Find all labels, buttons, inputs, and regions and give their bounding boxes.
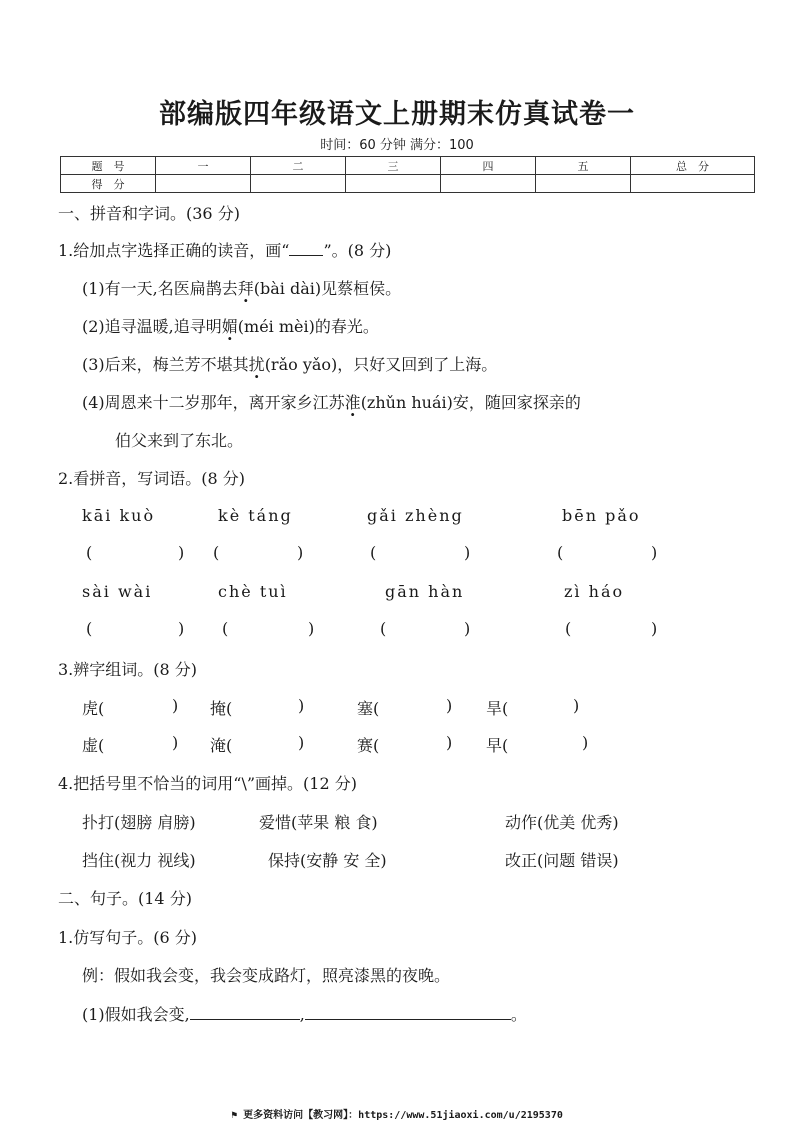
q3-prompt: 3.辨字组词。(8 分): [58, 660, 198, 679]
char-group: 掩(: [210, 699, 233, 718]
score-label-cell: 得 分: [61, 175, 156, 193]
score-entry-cell[interactable]: [631, 175, 755, 193]
underline-sample: [289, 241, 323, 256]
q1-item-text: (3)后来，梅兰芳不堪其: [82, 355, 249, 374]
word-choice[interactable]: 扑打(翅膀 肩膀): [82, 813, 196, 832]
s2-item-1: [82, 1002, 527, 1025]
answer-paren-open: (: [222, 619, 229, 638]
char-group-close: ): [582, 733, 589, 752]
s2-item-1-sep: ,: [299, 1005, 305, 1024]
s2-item-1-pre: (1)假如我会变,: [82, 1005, 190, 1024]
q1-item-options[interactable]: (zhǔn huái)安，随回家探亲的: [360, 393, 581, 412]
word-choice[interactable]: 挡住(视力 视线): [82, 851, 196, 870]
q1-item-text: (1)有一天,名医扁鹊去: [82, 279, 238, 298]
answer-paren-close: ): [178, 619, 185, 638]
answer-paren-open: (: [86, 543, 93, 562]
answer-paren-open: (: [86, 619, 93, 638]
score-header-cell: 一: [156, 157, 251, 175]
q1-item-4: [82, 390, 581, 413]
q1-item-text: (2)追寻温暖,追寻明: [82, 317, 222, 336]
score-header-cell: 二: [251, 157, 346, 175]
q1-item-2: [82, 314, 379, 337]
word-choice[interactable]: 动作(优美 优秀): [505, 813, 619, 832]
char-group: 旱(: [486, 699, 509, 718]
pinyin: kè táng: [218, 506, 293, 525]
answer-paren-close: ): [651, 543, 658, 562]
char-group-close: ): [298, 696, 305, 715]
char-group: 赛(: [357, 736, 380, 755]
section2-heading: 二、句子。(14 分): [58, 889, 192, 908]
char-group: 虎(: [82, 699, 105, 718]
s2-example: 例：假如我会变，我会变成路灯，照亮漆黑的夜晚。: [82, 966, 451, 985]
pinyin: bēn pǎo: [562, 506, 641, 525]
s2-item-1-end: 。: [510, 1005, 527, 1024]
score-entry-cell[interactable]: [346, 175, 441, 193]
q4-prompt: 4.把括号里不恰当的词用“\”画掉。(12 分): [58, 774, 357, 793]
char-group-close: ): [298, 733, 305, 752]
answer-paren-open: (: [213, 543, 220, 562]
answer-paren-close: ): [297, 543, 304, 562]
score-entry-cell[interactable]: [156, 175, 251, 193]
char-group-close: ): [172, 696, 179, 715]
footer-link[interactable]: 更多资料访问【教习网】：https://www.51jiaoxi.com/u/2195370: [243, 1110, 563, 1121]
page-title: 部编版四年级语文上册期末仿真试卷一: [159, 99, 635, 130]
q2-prompt: 2.看拼音，写词语。(8 分): [58, 469, 246, 488]
char-group: 塞(: [357, 699, 380, 718]
char-group-close: ): [172, 733, 179, 752]
score-entry-cell[interactable]: [251, 175, 346, 193]
flag-icon: ⚑: [231, 1110, 238, 1121]
answer-paren-close: ): [178, 543, 185, 562]
char-group-close: ): [446, 696, 453, 715]
score-header-cell: 三: [346, 157, 441, 175]
char-group-close: ): [446, 733, 453, 752]
answer-blank[interactable]: [190, 1005, 300, 1020]
char-group: 虚(: [82, 736, 105, 755]
q1-item-options[interactable]: (rǎo yǎo)，只好又回到了上海。: [264, 355, 498, 374]
pinyin: zì háo: [564, 582, 625, 601]
q1-item-options[interactable]: (bài dài)见蔡桓侯。: [253, 279, 402, 298]
word-choice[interactable]: 保持(安静 安 全): [268, 851, 387, 870]
exam-meta: 时间：60 分钟 满分：100: [320, 138, 474, 153]
score-entry-cell[interactable]: [536, 175, 631, 193]
score-header-cell: 总 分: [631, 157, 755, 175]
pinyin: gān hàn: [385, 582, 465, 601]
s2-q1-prompt: 1.仿写句子。(6 分): [58, 928, 198, 947]
score-entry-cell[interactable]: [441, 175, 536, 193]
pinyin: sài wài: [82, 582, 153, 601]
answer-paren-open: (: [565, 619, 572, 638]
q1-item-3: [82, 352, 497, 375]
section1-heading: 一、拼音和字词。(36 分): [58, 204, 240, 223]
dotted-char: 淮: [344, 393, 361, 412]
q1-prompt-b: ”。(8 分): [323, 241, 392, 260]
answer-blank[interactable]: [305, 1005, 511, 1020]
answer-paren-open: (: [370, 543, 377, 562]
char-group-close: ): [573, 696, 580, 715]
pinyin: gǎi zhèng: [367, 506, 464, 525]
score-header-row: [61, 157, 755, 175]
dotted-char: 扰: [248, 355, 265, 374]
q1-prompt-a: 1.给加点字选择正确的读音，画“: [58, 241, 290, 260]
answer-paren-close: ): [464, 543, 471, 562]
answer-paren-close: ): [464, 619, 471, 638]
score-header-cell: 五: [536, 157, 631, 175]
dotted-char: 拜: [237, 279, 254, 298]
answer-paren-open: (: [380, 619, 387, 638]
pinyin: kāi kuò: [82, 506, 156, 525]
q1-prompt: [58, 238, 391, 261]
footer: [0, 1106, 794, 1121]
answer-paren-close: ): [308, 619, 315, 638]
char-group: 早(: [486, 736, 509, 755]
score-table: [60, 156, 755, 193]
word-choice[interactable]: 爱惜(苹果 粮 食): [259, 813, 378, 832]
score-header-cell: 四: [441, 157, 536, 175]
q1-item-4-continued: 伯父来到了东北。: [115, 431, 244, 450]
q1-item-text: (4)周恩来十二岁那年，离开家乡江苏: [82, 393, 345, 412]
word-choice[interactable]: 改正(问题 错误): [505, 851, 619, 870]
answer-paren-open: (: [557, 543, 564, 562]
score-header-cell: 题 号: [61, 157, 156, 175]
pinyin: chè tuì: [218, 582, 288, 601]
q1-item-options[interactable]: (méi mèi)的春光。: [237, 317, 379, 336]
answer-paren-close: ): [651, 619, 658, 638]
q1-item-1: [82, 276, 401, 299]
dotted-char: 媚: [221, 317, 238, 336]
score-value-row: [61, 175, 755, 193]
char-group: 淹(: [210, 736, 233, 755]
